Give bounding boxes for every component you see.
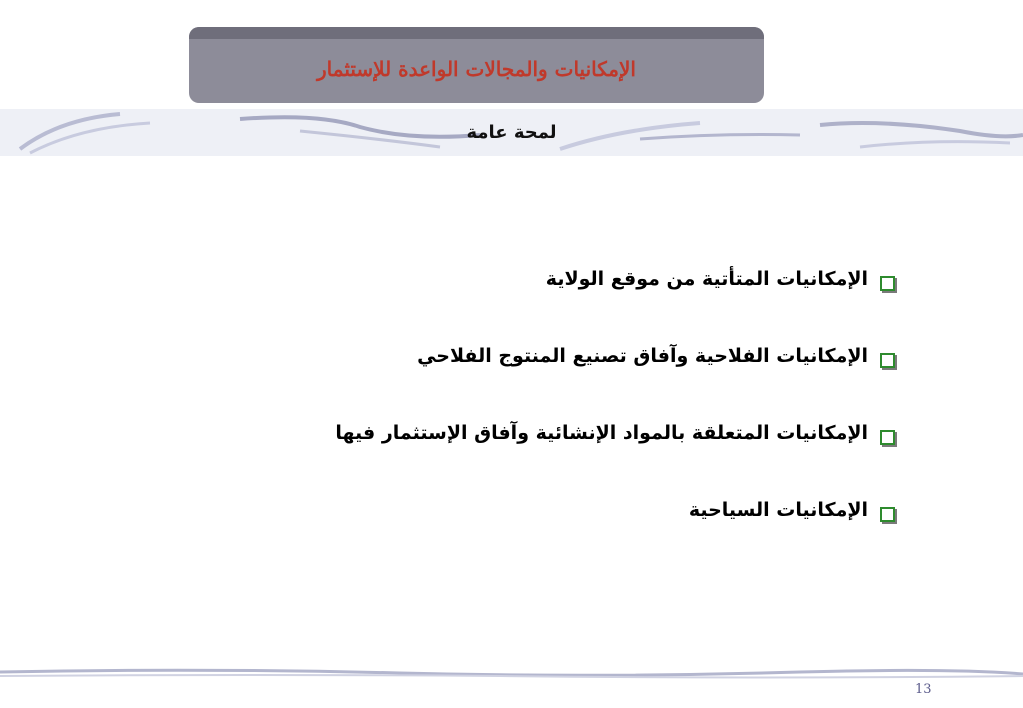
checkbox-bullet-icon [880,353,895,368]
list-item [195,499,895,576]
checkbox-bullet-icon [880,507,895,522]
section-subtitle: لمحة عامة [466,122,557,143]
bullet-text: الإمكانيات المتأتية من موقع الولاية [545,268,868,290]
list-item [195,268,895,345]
checkbox-bullet-icon [880,430,895,445]
bullet-text: الإمكانيات الفلاحية وآفاق تصنيع المنتوج الفلاحي [417,345,868,367]
bullet-list [195,268,895,576]
decorative-band [0,109,1023,156]
slide-title: الإمكانيات والمجالات الواعدة للإستثمار [317,57,636,81]
bullet-text: الإمكانيات المتعلقة بالمواد الإنشائية وآفاق الإستثمار فيها [335,422,868,444]
page-number: 13 [915,682,932,697]
list-item [195,422,895,499]
list-item [195,345,895,422]
footer-divider [0,664,1023,684]
bullet-text: الإمكانيات السياحية [688,499,868,521]
title-box [189,27,764,103]
title-box-bevel [189,27,764,39]
checkbox-bullet-icon [880,276,895,291]
